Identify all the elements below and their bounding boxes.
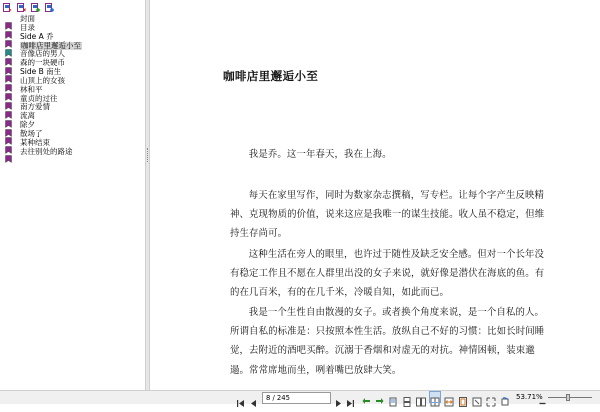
bookmark-label: 去往别处的路途 bbox=[20, 146, 73, 156]
bookmark-label: Side B 南生 bbox=[20, 67, 62, 77]
bookmark-item[interactable] bbox=[0, 148, 145, 157]
bookmark-flag-icon bbox=[5, 68, 12, 76]
bookmark-label: 咖啡店里邂逅小至 bbox=[21, 40, 81, 50]
bookmark-flag-icon bbox=[5, 122, 12, 130]
bookmark-label: 童贞的过往 bbox=[20, 93, 58, 103]
bookmark-flag-icon bbox=[5, 77, 12, 85]
fit-page-icon[interactable] bbox=[458, 392, 468, 402]
bookmark-label: 林和平 bbox=[20, 84, 43, 94]
single-page-view-icon[interactable] bbox=[388, 392, 398, 402]
bookmark-flag-icon bbox=[5, 33, 12, 41]
document-view bbox=[150, 0, 600, 390]
last-page-icon[interactable] bbox=[346, 393, 355, 402]
bookmark-label: 除夕 bbox=[20, 120, 35, 130]
continuous-facing-view-icon[interactable] bbox=[430, 392, 440, 402]
forward-icon[interactable] bbox=[374, 392, 384, 402]
bookmark-flag-icon bbox=[5, 113, 12, 121]
fullscreen-icon[interactable] bbox=[486, 392, 496, 402]
bookmark-flag-icon bbox=[5, 95, 12, 103]
bookmark-flag-icon bbox=[5, 104, 12, 112]
bookmarks-panel bbox=[0, 0, 146, 390]
bookmark-flag-icon bbox=[5, 51, 12, 59]
bookmark-label: 某种结束 bbox=[20, 137, 50, 147]
paragraph: 我是乔。这一年春天，我在上海。 bbox=[248, 149, 392, 160]
next-page-icon[interactable] bbox=[334, 393, 343, 402]
bookmark-flag-icon bbox=[5, 139, 12, 147]
bookmark-flag-icon bbox=[5, 15, 12, 23]
bookmark-label: 山顶上的女孩 bbox=[20, 75, 65, 85]
actual-size-icon[interactable] bbox=[472, 392, 482, 402]
bookmark-collapse-icon[interactable] bbox=[17, 3, 26, 12]
bookmark-add-icon[interactable] bbox=[31, 3, 40, 12]
facing-view-icon[interactable] bbox=[416, 392, 426, 402]
previous-page-icon[interactable] bbox=[249, 393, 258, 402]
bookmark-label: 流离 bbox=[20, 111, 35, 121]
bookmark-label: Side A 乔 bbox=[20, 31, 54, 41]
bookmark-flag-icon bbox=[5, 42, 12, 50]
bookmark-flag-icon bbox=[5, 24, 12, 32]
zoom-slider[interactable] bbox=[548, 397, 592, 398]
paragraph: 每天在家里写作，同时为数家杂志撰稿，写专栏。让每个字产生反映精神、克现物质的价值，说来这应是我唯一的谋生技能。收人虽不稳定，但维持生存尚可。 bbox=[230, 190, 545, 240]
bookmark-flag-icon bbox=[5, 60, 12, 68]
splitter-grip[interactable] bbox=[147, 148, 149, 162]
bookmark-flag-icon bbox=[5, 148, 12, 156]
continuous-view-icon[interactable] bbox=[402, 392, 412, 402]
bookmark-label: 音像店的男人 bbox=[20, 49, 65, 59]
chapter-title: 咖啡店里邂逅小至 bbox=[223, 69, 319, 83]
bookmark-label: 南方爱情 bbox=[20, 102, 50, 112]
rotate-icon[interactable] bbox=[500, 392, 510, 402]
zoom-slider-thumb[interactable] bbox=[566, 394, 570, 401]
paragraph: 我是一个生性自由散漫的女子。或者换个角度来说，是一个自私的人。所谓自私的标准是：只按照本性生活。放纵自己不好的习惯：比如长时间睡觉，去附近的酒吧买醉。沉溺于香烟和对虚无的对抗。神情困顿，装束邋遢。常常席地而坐，咧着嘴巴放肆大笑。 bbox=[230, 307, 545, 376]
bookmarks-toolbar bbox=[0, 0, 145, 14]
bookmark-label: 目录 bbox=[20, 22, 35, 32]
status-bar bbox=[0, 390, 600, 404]
bookmark-flag-icon bbox=[5, 130, 12, 138]
bookmark-goto-icon[interactable] bbox=[45, 3, 54, 12]
paragraph: 这种生活在旁人的眼里，也许过于随性及缺乏安全感。但对一个长年没有稳定工作且不愿在人群里出没的女子来说，就好像是潜伏在海底的鱼。有的在几百米，有的在几千米，冷暖自知，如此而已。 bbox=[230, 249, 545, 299]
first-page-icon[interactable] bbox=[236, 393, 245, 402]
fit-width-icon[interactable] bbox=[444, 392, 454, 402]
bookmark-label: 散场了 bbox=[20, 128, 43, 138]
zoom-out-icon[interactable] bbox=[538, 393, 547, 402]
bookmark-flag-icon bbox=[5, 86, 12, 94]
zoom-level[interactable]: 53.71% bbox=[516, 393, 543, 401]
bookmark-list bbox=[0, 15, 145, 157]
back-icon[interactable] bbox=[362, 392, 372, 402]
bookmark-label: 森的一块硬币 bbox=[20, 58, 65, 68]
page-number-input[interactable]: 8 / 245 bbox=[262, 392, 331, 404]
bookmark-expand-icon[interactable] bbox=[3, 3, 12, 12]
bookmark-label: 封面 bbox=[20, 14, 35, 23]
